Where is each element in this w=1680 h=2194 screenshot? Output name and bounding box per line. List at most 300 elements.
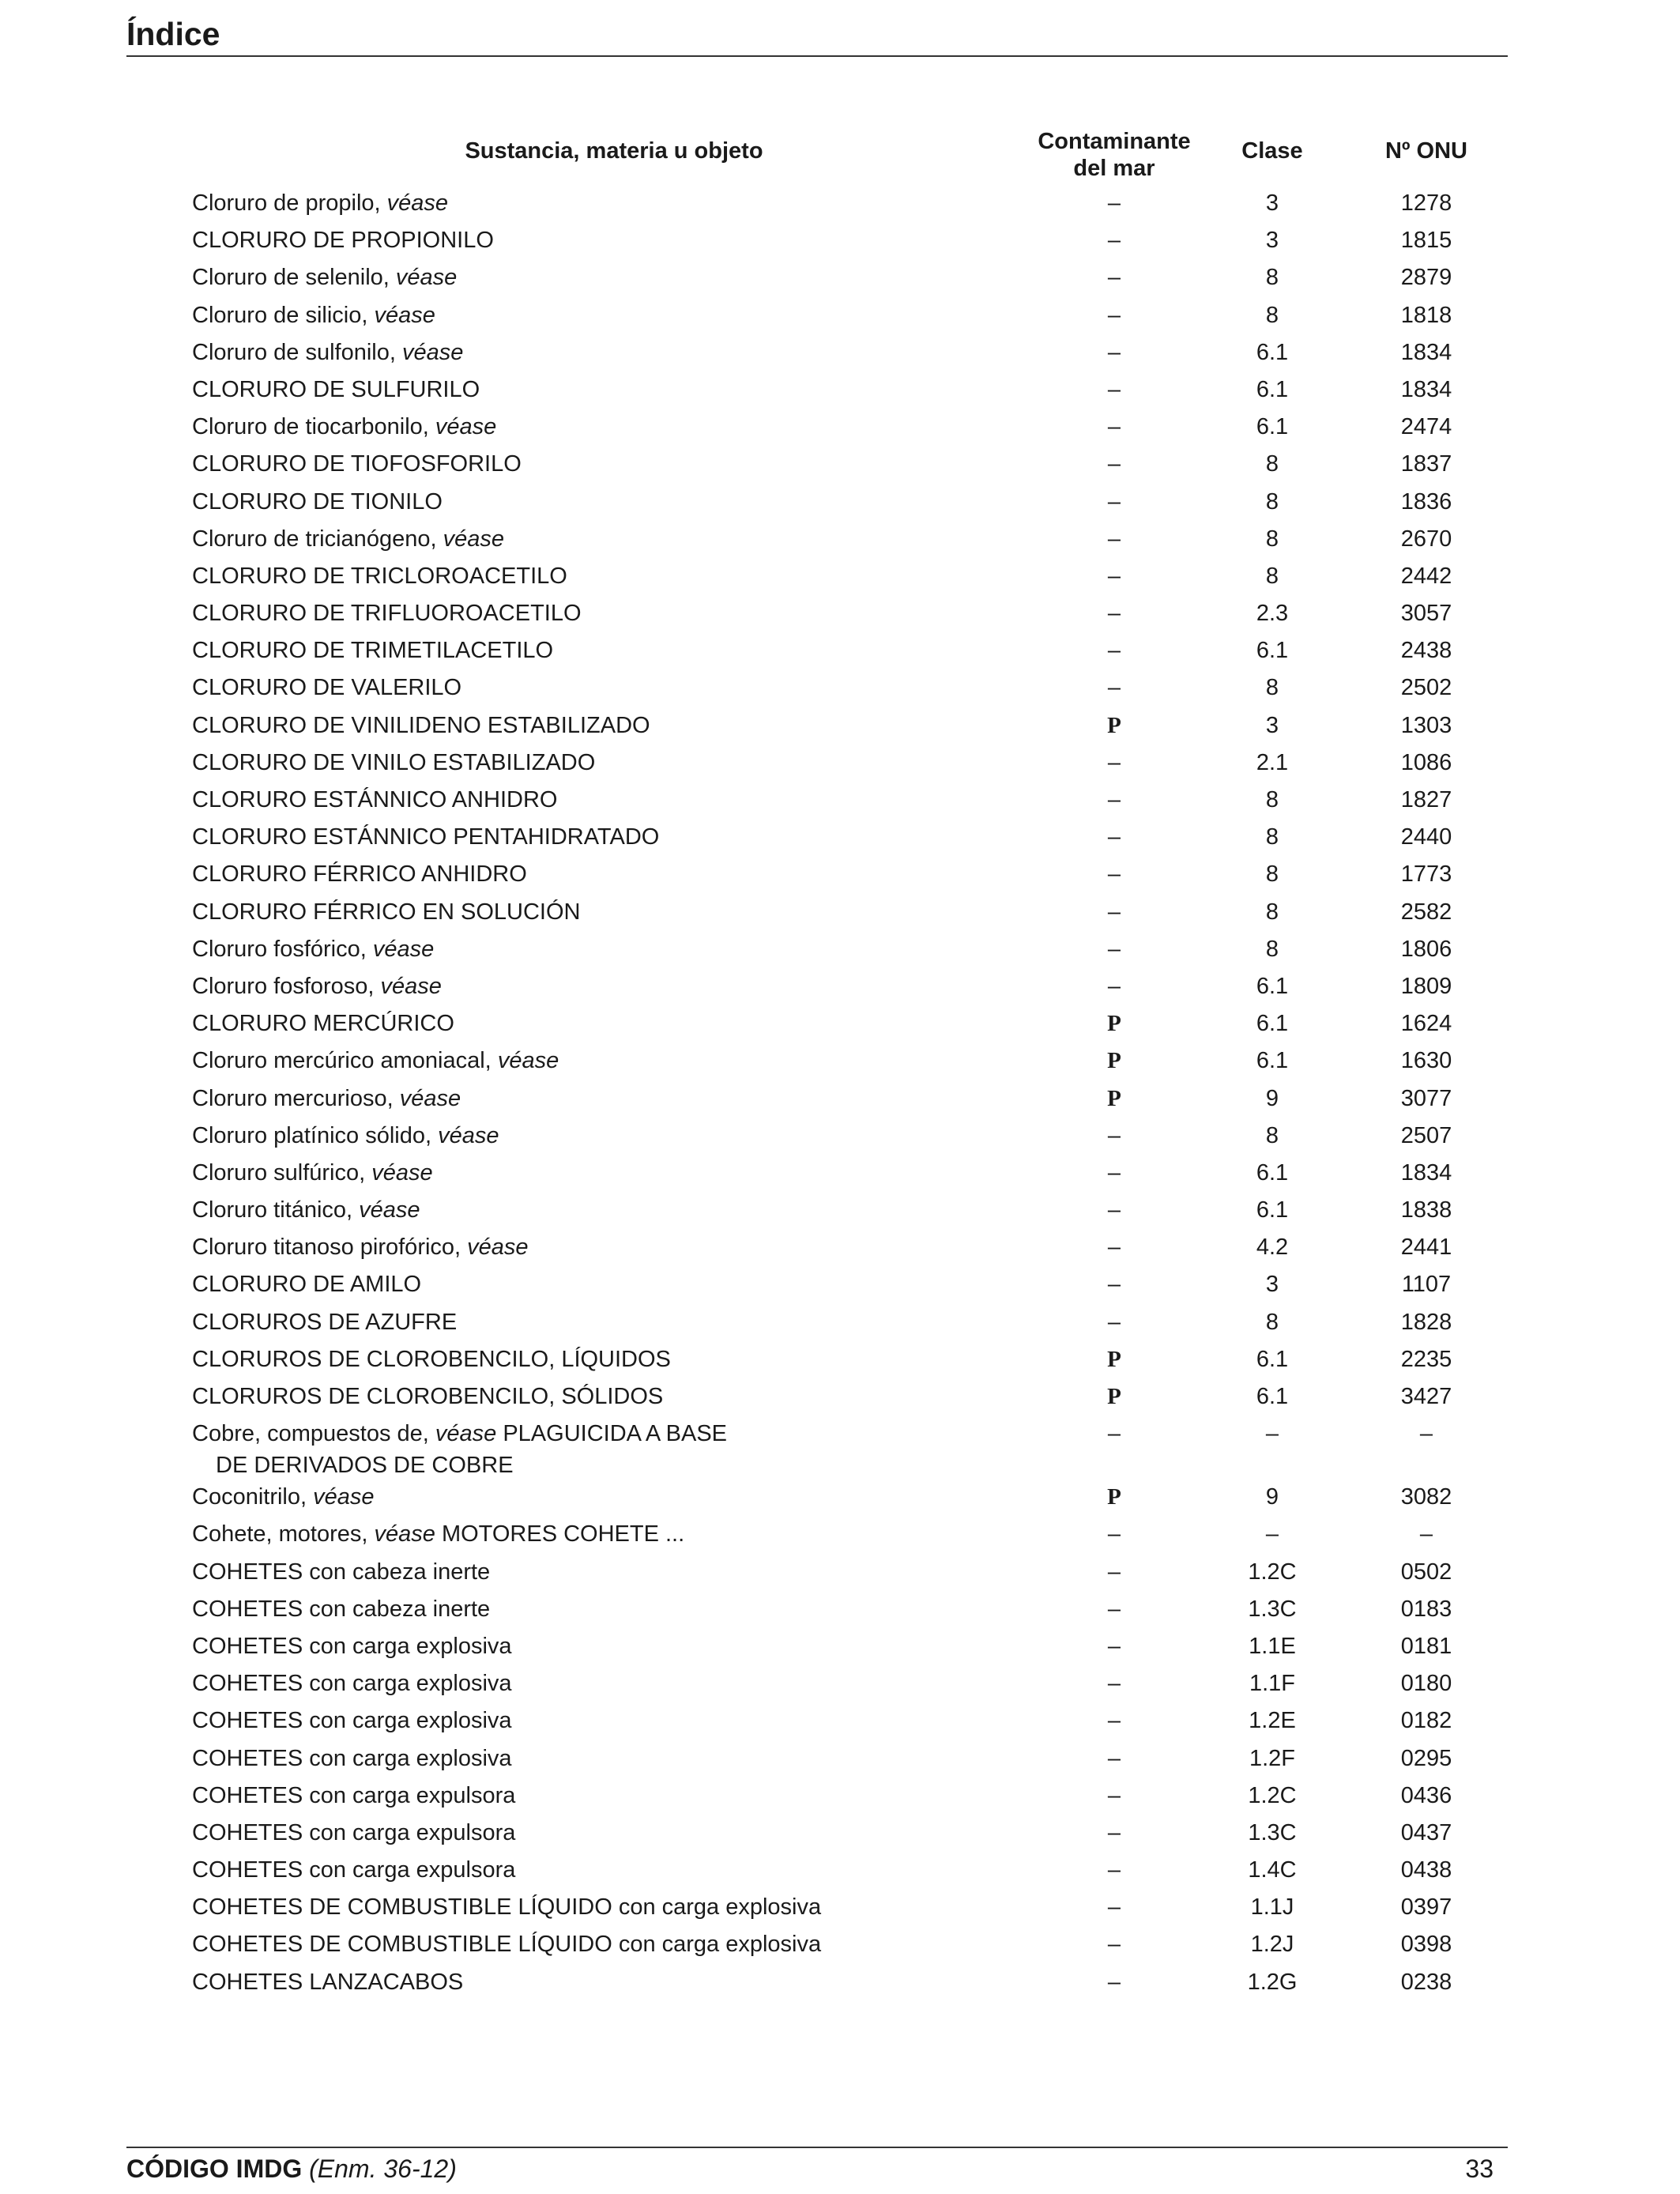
see-reference-label: véase	[497, 1048, 559, 1074]
marine-pollutant-cell: –	[1107, 451, 1121, 477]
un-number-cell: 2879	[1400, 265, 1452, 291]
un-number-cell: 2474	[1400, 414, 1452, 440]
see-reference-label: véase	[374, 302, 435, 328]
table-row	[0, 635, 1680, 672]
substance-name-text: COHETES DE COMBUSTIBLE LÍQUIDO con carga explosiva	[192, 1932, 822, 1958]
table-row	[0, 1593, 1680, 1630]
un-number-cell: 1834	[1400, 1159, 1452, 1186]
substance-name	[192, 784, 1030, 816]
footer-publication	[126, 2151, 457, 2186]
substance-name-text: COHETES con cabeza inerte	[192, 1559, 491, 1585]
class-cell: 8	[1265, 899, 1279, 925]
un-number-cell: 2442	[1400, 563, 1452, 589]
table-row	[0, 821, 1680, 858]
un-number-cell: 0180	[1400, 1671, 1452, 1697]
class-cell: 6.1	[1256, 339, 1289, 365]
page-number: 33	[1465, 2154, 1494, 2183]
class-cell: 2.1	[1256, 749, 1289, 775]
table-row	[0, 1966, 1680, 2004]
un-number-cell: 3427	[1400, 1384, 1452, 1409]
un-number-cell: 1834	[1400, 376, 1452, 402]
class-cell: 8	[1265, 1309, 1279, 1335]
class-cell: 1.1E	[1249, 1633, 1296, 1659]
table-row	[0, 1668, 1680, 1705]
table-row	[0, 896, 1680, 933]
substance-name	[192, 187, 1030, 219]
marine-pollutant-cell: –	[1107, 414, 1121, 440]
substance-name-text: CLORUROS DE CLOROBENCILO, SÓLIDOS	[192, 1384, 664, 1409]
table-row	[0, 1518, 1680, 1555]
substance-name	[192, 1120, 1030, 1152]
marine-pollutant-cell: –	[1107, 1197, 1121, 1223]
substance-name	[192, 1780, 1030, 1811]
table-row	[0, 1045, 1680, 1082]
substance-name-text: CLORURO MERCÚRICO	[192, 1011, 454, 1037]
see-reference-target: PLAGUICIDA A BASE	[496, 1421, 728, 1447]
substance-name-text: Cloruro de selenilo,	[192, 265, 396, 291]
substance-name-text: COHETES LANZACABOS	[192, 1969, 464, 1995]
class-cell: 1.2J	[1250, 1932, 1294, 1958]
table-row	[0, 1928, 1680, 1966]
substance-name	[192, 337, 1030, 368]
see-reference-label: véase	[374, 1521, 435, 1547]
un-number-cell: 1809	[1400, 973, 1452, 999]
class-cell: 1.2C	[1248, 1559, 1297, 1585]
substance-name-text: CLORURO DE TIONILO	[192, 488, 443, 515]
class-cell: 8	[1265, 526, 1279, 552]
un-number-cell: 1303	[1400, 712, 1452, 738]
substance-name	[192, 821, 1030, 853]
table-row	[0, 1891, 1680, 1928]
substance-name	[192, 224, 1030, 256]
un-number-cell: 0183	[1400, 1596, 1452, 1622]
substance-name-text: CLORURO DE VINILIDENO ESTABILIZADO	[192, 712, 650, 738]
substance-name-text: CLORURO ESTÁNNICO PENTAHIDRATADO	[192, 824, 660, 850]
substance-name-text: Cloruro titánico,	[192, 1197, 360, 1223]
column-header-marine-line1: Contaminante	[1038, 129, 1191, 154]
substance-name	[192, 1891, 1030, 1923]
substance-name	[192, 1556, 1030, 1588]
un-number-cell: 0437	[1400, 1819, 1452, 1845]
table-row	[0, 1306, 1680, 1344]
marine-pollutant-cell: –	[1107, 302, 1121, 328]
un-number-cell: 3082	[1400, 1484, 1452, 1510]
substance-name-text: COHETES con carga explosiva	[192, 1708, 512, 1734]
substance-name-text: CLORURO DE AMILO	[192, 1272, 422, 1298]
marine-pollutant-cell: –	[1107, 1782, 1121, 1808]
column-header-marine-line2: del mar	[1073, 156, 1155, 181]
see-reference-label: véase	[359, 1197, 420, 1223]
substance-name	[192, 1668, 1030, 1699]
class-cell: 6.1	[1256, 1048, 1289, 1074]
class-cell: 6.1	[1256, 1197, 1289, 1223]
substance-name	[192, 1269, 1030, 1300]
table-row	[0, 1481, 1680, 1518]
marine-pollutant-cell: –	[1107, 563, 1121, 589]
table-row	[0, 411, 1680, 448]
un-number-cell: 0438	[1400, 1857, 1452, 1883]
substance-name-text: COHETES con carga explosiva	[192, 1745, 512, 1771]
marine-pollutant-cell: –	[1107, 824, 1121, 850]
class-cell: 9	[1265, 1085, 1279, 1111]
substance-name-text: CLORURO DE TIOFOSFORILO	[192, 451, 522, 477]
un-number-cell: 0181	[1400, 1633, 1452, 1659]
un-number-cell: 1815	[1400, 228, 1452, 254]
un-number-cell: 3057	[1400, 601, 1452, 627]
substance-name	[192, 523, 1030, 555]
table-row	[0, 187, 1680, 224]
un-number-cell: 1773	[1400, 861, 1452, 888]
substance-name-text: Cloruro de tricianógeno,	[192, 526, 443, 552]
un-number-cell: 0238	[1400, 1969, 1452, 1995]
substance-name-text: CLORURO DE VINILO ESTABILIZADO	[192, 749, 596, 775]
substance-name	[192, 598, 1030, 629]
table-row	[0, 337, 1680, 374]
substance-name	[192, 560, 1030, 592]
marine-pollutant-cell: –	[1107, 526, 1121, 552]
table-row	[0, 1231, 1680, 1269]
class-cell: 8	[1265, 451, 1279, 477]
un-number-cell: 1086	[1400, 749, 1452, 775]
substance-name	[192, 1928, 1030, 1960]
marine-pollutant-cell: –	[1107, 1235, 1121, 1261]
un-number-cell: 2440	[1400, 824, 1452, 850]
marine-pollutant-cell: –	[1107, 1159, 1121, 1186]
substance-name	[192, 300, 1030, 331]
un-number-cell: 1828	[1400, 1309, 1452, 1335]
substance-name-continuation: DE DERIVADOS DE COBRE	[216, 1453, 514, 1479]
table-row	[0, 448, 1680, 485]
substance-name-text: Cloruro de tiocarbonilo,	[192, 414, 435, 440]
table-row	[0, 1854, 1680, 1891]
marine-pollutant-cell: –	[1107, 675, 1121, 701]
marine-pollutant-cell: –	[1107, 1969, 1121, 1995]
marine-pollutant-cell: –	[1107, 749, 1121, 775]
class-cell: 1.2E	[1249, 1708, 1296, 1734]
class-cell: 6.1	[1256, 1159, 1289, 1186]
un-number-cell: 2507	[1400, 1122, 1452, 1148]
table-row	[0, 710, 1680, 747]
un-number-cell: 1836	[1400, 488, 1452, 515]
see-reference-label: véase	[401, 339, 464, 365]
class-cell: –	[1265, 1521, 1279, 1547]
table-row	[0, 1008, 1680, 1045]
substance-name	[192, 1481, 1030, 1513]
marine-pollutant-cell: –	[1107, 1122, 1121, 1148]
class-cell: 8	[1265, 563, 1279, 589]
column-header-marine-pollutant	[1019, 128, 1209, 182]
substance-name	[192, 747, 1030, 778]
marine-pollutant-cell: P	[1107, 1484, 1121, 1510]
class-cell: 8	[1265, 861, 1279, 888]
substance-name	[192, 1705, 1030, 1736]
marine-pollutant-cell: –	[1107, 973, 1121, 999]
substance-name-text: CLORURO FÉRRICO ANHIDRO	[192, 861, 527, 888]
page-title: Índice	[126, 16, 220, 52]
table-row	[0, 224, 1680, 262]
class-cell: 8	[1265, 675, 1279, 701]
marine-pollutant-cell: –	[1107, 1819, 1121, 1845]
substance-name-text: CLORURO FÉRRICO EN SOLUCIÓN	[192, 899, 581, 925]
marine-pollutant-cell: –	[1107, 1894, 1121, 1921]
see-reference-label: véase	[380, 973, 442, 999]
class-cell: 6.1	[1256, 376, 1289, 402]
substance-name-text: Cloruro mercurioso,	[192, 1085, 400, 1111]
marine-pollutant-cell: –	[1107, 376, 1121, 402]
table-row	[0, 1556, 1680, 1593]
marine-pollutant-cell: –	[1107, 1671, 1121, 1697]
table-row	[0, 1630, 1680, 1668]
index-table-body	[0, 187, 1680, 2004]
un-number-cell: 1806	[1400, 936, 1452, 962]
substance-name	[192, 1518, 1030, 1550]
footer-code: CÓDIGO IMDG	[126, 2154, 303, 2183]
class-cell: 6.1	[1256, 1011, 1289, 1037]
class-cell: 2.3	[1256, 601, 1289, 627]
substance-name	[192, 1593, 1030, 1625]
table-row	[0, 1120, 1680, 1157]
substance-name-text: Cobre, compuestos de,	[192, 1421, 435, 1447]
marine-pollutant-cell: –	[1107, 1309, 1121, 1335]
class-cell: 8	[1265, 824, 1279, 850]
class-cell: 3	[1265, 190, 1279, 216]
see-reference-label: véase	[435, 1421, 497, 1447]
substance-name-text: COHETES con carga explosiva	[192, 1633, 512, 1659]
marine-pollutant-cell: P	[1107, 1085, 1121, 1111]
table-row	[0, 1381, 1680, 1418]
substance-name	[192, 635, 1030, 666]
see-reference-label: véase	[313, 1484, 375, 1510]
marine-pollutant-cell: –	[1107, 638, 1121, 664]
marine-pollutant-cell: –	[1107, 228, 1121, 254]
substance-name	[192, 1008, 1030, 1039]
table-row	[0, 523, 1680, 560]
class-cell: 8	[1265, 787, 1279, 812]
substance-name	[192, 374, 1030, 405]
substance-name-text: COHETES con carga explosiva	[192, 1671, 512, 1697]
substance-name-text: Cohete, motores,	[192, 1521, 375, 1547]
marine-pollutant-cell: –	[1107, 899, 1121, 925]
footer-divider	[126, 2147, 1508, 2148]
marine-pollutant-cell: P	[1107, 712, 1121, 738]
see-reference-label: véase	[371, 1159, 433, 1186]
substance-name-text: COHETES con carga expulsora	[192, 1782, 516, 1808]
substance-name	[192, 1966, 1030, 1998]
see-reference-target: MOTORES COHETE ...	[435, 1521, 685, 1547]
substance-name	[192, 448, 1030, 480]
class-cell: 8	[1265, 302, 1279, 328]
see-reference-label: véase	[435, 414, 497, 440]
un-number-cell: 2235	[1400, 1346, 1452, 1372]
marine-pollutant-cell: –	[1107, 1272, 1121, 1298]
substance-name	[192, 1045, 1030, 1076]
table-row	[0, 1269, 1680, 1306]
substance-name	[192, 1083, 1030, 1114]
substance-name-text: CLORURO DE VALERILO	[192, 675, 462, 701]
substance-name	[192, 1381, 1030, 1412]
substance-name-text: Cloruro fosforoso,	[192, 973, 381, 999]
class-cell: 1.1J	[1250, 1894, 1294, 1921]
substance-name	[192, 1306, 1030, 1338]
see-reference-label: véase	[443, 526, 504, 552]
see-reference-label: véase	[372, 936, 435, 962]
table-row	[0, 1743, 1680, 1780]
class-cell: 3	[1265, 1272, 1279, 1298]
class-cell: 6.1	[1256, 1346, 1289, 1372]
table-row	[0, 560, 1680, 598]
table-row	[0, 262, 1680, 299]
class-cell: 8	[1265, 265, 1279, 291]
marine-pollutant-cell: –	[1107, 339, 1121, 365]
un-number-cell: 2670	[1400, 526, 1452, 552]
substance-name-text: CLORUROS DE AZUFRE	[192, 1309, 458, 1335]
substance-name-text: Cloruro fosfórico,	[192, 936, 373, 962]
un-number-cell: 2502	[1400, 675, 1452, 701]
substance-name-text: Cloruro platínico sólido,	[192, 1122, 439, 1148]
substance-name-text: CLORURO DE TRIMETILACETILO	[192, 638, 554, 664]
substance-name-text: CLORURO DE TRICLOROACETILO	[192, 563, 567, 589]
substance-name-text: COHETES con cabeza inerte	[192, 1596, 491, 1622]
un-number-cell: 1827	[1400, 787, 1452, 812]
substance-name-text: COHETES con carga expulsora	[192, 1819, 516, 1845]
class-cell: 3	[1265, 712, 1279, 738]
marine-pollutant-cell: P	[1107, 1384, 1121, 1409]
see-reference-label: véase	[399, 1085, 461, 1111]
marine-pollutant-cell: –	[1107, 1559, 1121, 1585]
substance-name	[192, 1743, 1030, 1774]
column-header-substance: Sustancia, materia u objeto	[465, 138, 763, 164]
marine-pollutant-cell: –	[1107, 488, 1121, 515]
table-row	[0, 300, 1680, 337]
substance-name-text: Coconitrilo,	[192, 1484, 314, 1510]
substance-name-text: Cloruro de sulfonilo,	[192, 339, 402, 365]
marine-pollutant-cell: –	[1107, 190, 1121, 216]
table-row	[0, 1418, 1680, 1481]
marine-pollutant-cell: –	[1107, 1421, 1121, 1447]
marine-pollutant-cell: P	[1107, 1048, 1121, 1074]
marine-pollutant-cell: –	[1107, 1745, 1121, 1771]
table-row	[0, 1194, 1680, 1231]
table-row	[0, 971, 1680, 1008]
un-number-cell: 2438	[1400, 638, 1452, 664]
substance-name-text: CLORURO DE TRIFLUOROACETILO	[192, 601, 582, 627]
substance-name	[192, 1630, 1030, 1662]
header-divider	[126, 55, 1508, 57]
substance-name	[192, 411, 1030, 443]
substance-name-text: COHETES con carga expulsora	[192, 1857, 516, 1883]
marine-pollutant-cell: –	[1107, 936, 1121, 962]
un-number-cell: 1107	[1401, 1272, 1452, 1298]
class-cell: 6.1	[1256, 414, 1289, 440]
substance-name	[192, 1418, 1030, 1481]
class-cell: 1.2C	[1248, 1782, 1297, 1808]
marine-pollutant-cell: –	[1107, 265, 1121, 291]
marine-pollutant-cell: –	[1107, 1521, 1121, 1547]
substance-name-text: CLORURO DE SULFURILO	[192, 376, 480, 402]
class-cell: 1.3C	[1248, 1596, 1297, 1622]
class-cell: 1.4C	[1248, 1857, 1297, 1883]
class-cell: 4.2	[1256, 1235, 1289, 1261]
un-number-cell: 1838	[1400, 1197, 1452, 1223]
class-cell: 6.1	[1256, 638, 1289, 664]
class-cell: 1.2F	[1249, 1745, 1296, 1771]
un-number-cell: 0436	[1400, 1782, 1452, 1808]
substance-name	[192, 1231, 1030, 1263]
substance-name	[192, 486, 1030, 518]
un-number-cell: 2582	[1400, 899, 1452, 925]
substance-name-text: CLORURO ESTÁNNICO ANHIDRO	[192, 787, 558, 812]
substance-name-text: Cloruro sulfúrico,	[192, 1159, 372, 1186]
un-number-cell: 1837	[1400, 451, 1452, 477]
marine-pollutant-cell: P	[1107, 1011, 1121, 1037]
see-reference-label: véase	[395, 265, 458, 291]
substance-name	[192, 858, 1030, 890]
substance-name-text: COHETES DE COMBUSTIBLE LÍQUIDO con carga explosiva	[192, 1894, 822, 1921]
class-cell: 6.1	[1256, 973, 1289, 999]
table-row	[0, 374, 1680, 411]
table-row	[0, 672, 1680, 709]
marine-pollutant-cell: –	[1107, 787, 1121, 812]
marine-pollutant-cell: –	[1107, 1596, 1121, 1622]
marine-pollutant-cell: –	[1107, 1708, 1121, 1734]
substance-name-text: Cloruro titanoso pirofórico,	[192, 1235, 468, 1261]
un-number-cell: 0397	[1400, 1894, 1452, 1921]
un-number-cell: 1278	[1400, 190, 1452, 216]
table-row	[0, 486, 1680, 523]
substance-name	[192, 1854, 1030, 1886]
un-number-cell: 3077	[1400, 1085, 1452, 1111]
substance-name	[192, 1344, 1030, 1375]
marine-pollutant-cell: –	[1107, 601, 1121, 627]
class-cell: 9	[1265, 1484, 1279, 1510]
table-row	[0, 1157, 1680, 1194]
marine-pollutant-cell: –	[1107, 1857, 1121, 1883]
substance-name-text: Cloruro de silicio,	[192, 302, 375, 328]
substance-name-text: CLORURO DE PROPIONILO	[192, 228, 494, 254]
table-row	[0, 1083, 1680, 1120]
table-row	[0, 1780, 1680, 1817]
substance-name	[192, 933, 1030, 965]
class-cell: –	[1265, 1421, 1279, 1447]
un-number-cell: 0398	[1400, 1932, 1452, 1958]
substance-name	[192, 1817, 1030, 1849]
class-cell: 6.1	[1256, 1384, 1289, 1409]
column-header-un-number: Nº ONU	[1384, 138, 1468, 164]
class-cell: 8	[1265, 936, 1279, 962]
class-cell: 8	[1265, 1122, 1279, 1148]
footer-amendment: (Enm. 36-12)	[309, 2154, 457, 2183]
marine-pollutant-cell: P	[1107, 1346, 1121, 1372]
substance-name	[192, 262, 1030, 293]
un-number-cell: 2441	[1400, 1235, 1452, 1261]
class-cell: 1.1F	[1249, 1671, 1296, 1697]
column-header-class: Clase	[1241, 138, 1303, 164]
un-number-cell: –	[1419, 1421, 1433, 1447]
see-reference-label: véase	[438, 1122, 499, 1148]
marine-pollutant-cell: –	[1107, 1932, 1121, 1958]
marine-pollutant-cell: –	[1107, 861, 1121, 888]
un-number-cell: 1818	[1400, 302, 1452, 328]
see-reference-label: véase	[386, 190, 449, 216]
class-cell: 1.3C	[1248, 1819, 1297, 1845]
table-row	[0, 598, 1680, 635]
class-cell: 8	[1265, 488, 1279, 515]
table-row	[0, 747, 1680, 784]
un-number-cell: 0502	[1400, 1559, 1452, 1585]
substance-name	[192, 672, 1030, 703]
table-row	[0, 1705, 1680, 1742]
un-number-cell: –	[1419, 1521, 1433, 1547]
